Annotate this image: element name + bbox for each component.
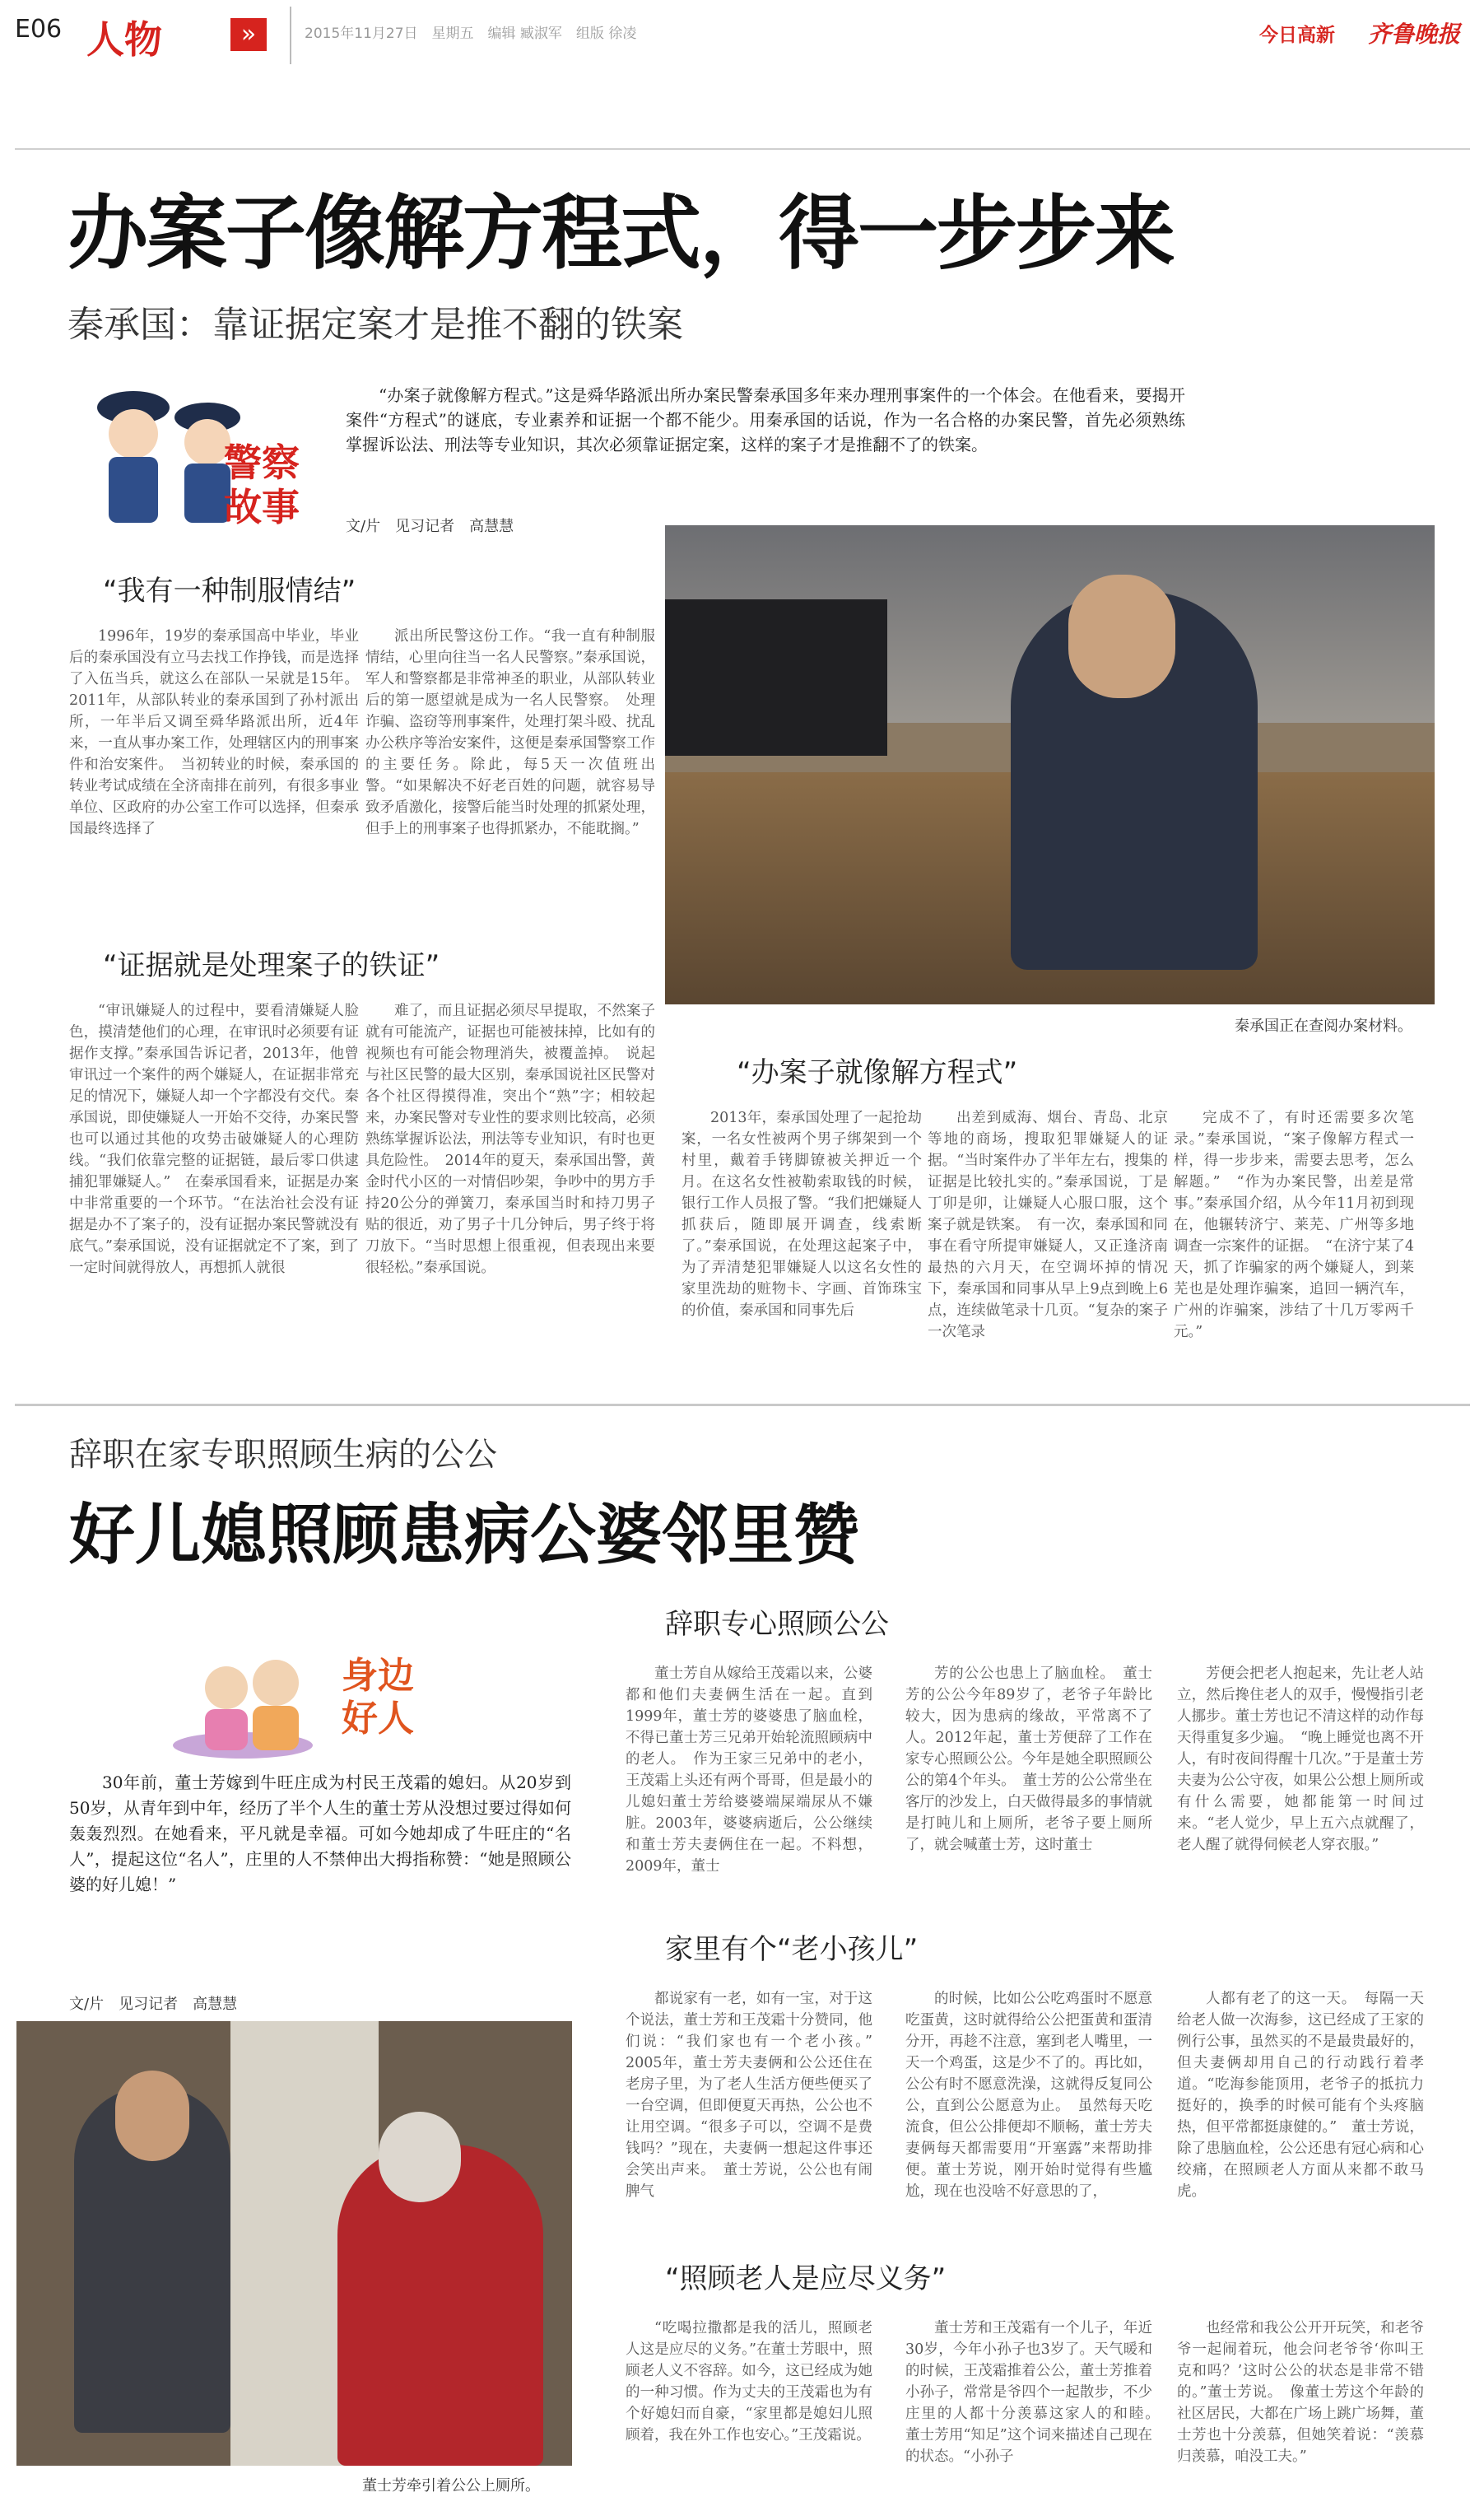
story-divider — [15, 1404, 1470, 1406]
paper-name: 齐鲁晚报 — [1368, 21, 1461, 48]
story2-sec3-col3 — [1177, 2318, 1424, 2489]
story1-intro — [346, 383, 1185, 490]
photo-elder-face — [379, 2112, 461, 2202]
story1-photo — [665, 525, 1435, 1004]
story1-title: 办案子像解方程式，得一步步来 — [67, 187, 1175, 281]
story2-sec1-col2-text: 芳的公公也患上了脑血栓。 董士芳的公公今年89岁了，老爷子年龄比较大，因为患病的缘故，平常离不了人。2012年起，董士芳便辞了工作在家专心照顾公公。今年是她全职照顾公公的第4个年头。 董士芳的公公常坐在客厅的沙发上，白天做得最多的事情就是打盹儿和上厕所，老爷子要上厕所了，就会喊董士芳，这时董士 — [905, 1665, 1152, 1853]
story1-sec1-title: “我有一种制服情结” — [103, 575, 356, 608]
story2-sec3-col1-text: “吃喝拉撒都是我的活儿，照顾老人这是应尽的义务。”在董士芳眼中，照顾老人义不容辞。如今，这已经成为她的一种习惯。作为丈夫的王茂霜也为有个好媳妇而自豪，“家里都是媳妇儿照顾着，我在外工作也安心。”王茂霜说。 — [626, 2320, 872, 2443]
story1-sec3-title: “办案子就像解方程式” — [737, 1056, 1018, 1089]
photo-officer-face — [1068, 575, 1175, 698]
story2-title: 好儿媳照顾患病公婆邻里赞 — [69, 1497, 859, 1573]
story2-sec2-col1-text: 都说家有一老，如有一宝，对于这个说法，董士芳和王茂霜十分赞同，他们说：“我们家也有一个老小孩。” 2005年，董士芳夫妻俩和公公还住在老房子里，为了老人生活方便些便买了一台空调，但即便夏天再热，公公也不让用空调。“很多子可以，空调不是费钱吗？”现在，夫妻俩一想起这件事还会笑出声来。 董士芳说，公公也有闹脾气 — [626, 1991, 887, 2200]
header-rule — [15, 148, 1470, 150]
story2-sec1-title: 辞职专心照顾公公 — [665, 1608, 889, 1641]
story2-sec2-col3-text: 人都有老了的这一天。 每隔一天给老人做一次海参，这已经成了王家的例行公事，虽然买的不是最贵最好的，但夫妻俩却用自己的行动践行着孝道。“吃海参能顶用，老爷子的抵抗力挺好的，换季的时候可能有个头疼脑热，但平常都挺康健的。” 董士芳说，除了患脑血栓，公公还患有冠心病和心绞痛，在照顾老人方面从来都不敢马虎。 — [1177, 1991, 1424, 2200]
story2-sec1-col3-text: 芳便会把老人抱起来，先让老人站立，然后搀住老人的双手，慢慢指引老人挪步。董士芳也记不清这样的动作每天得重复多少遍。 “晚上睡觉也离不开人，有时夜间得醒十几次。”于是董士芳夫妻为公公守夜，如果公公想上厕所或有什么需要，她都能第一时间过来。“老人觉少，早上五六点就醒了，老人醒了就得伺候老人穿衣服。” — [1177, 1665, 1424, 1853]
story1-sec1-col2 — [365, 626, 655, 937]
story2-sec3-col3-text: 也经常和我公公开开玩笑，和老爷爷一起闹着玩，他会问老爷爷‘你叫王克和吗？’这时公公的状态是非常不错的。”董士芳说。 像董士芳这个年龄的社区居民，大都在广场上跳广场舞，董士芳也十分羡慕，但她笑着说：“羡慕归羡慕，咱没工夫。” — [1177, 2320, 1424, 2465]
story2-sec2-title: 家里有个“老小孩儿” — [665, 1933, 919, 1966]
story1-sec3-col1 — [682, 1107, 922, 1386]
police-story-logo — [67, 375, 323, 539]
story2-sec1-col1 — [626, 1663, 872, 1917]
story2-sec3-col2-text: 董士芳和王茂霜有一个儿子，年近30岁，今年小孙子也3岁了。天气暖和的时候，王茂霜推着公公，董士芳推着小孙子，常常是爷四个一起散步，不少庄里的人都十分羡慕这家人的和睦。 董士芳用“知足”这个词来描述自己现在的状态。“小孙子 — [905, 2320, 1167, 2465]
story1-byline: 文/片 见习记者 高慧慧 — [346, 518, 514, 535]
story2-sec2-col2-text: 的时候，比如公公吃鸡蛋时不愿意吃蛋黄，这时就得给公公把蛋黄和蛋清分开，再趁不注意，塞到老人嘴里，一天一个鸡蛋，这是少不了的。再比如，公公有时不愿意洗澡，这就得反复同公公，直到公公愿意为止。 虽然每天吃流食，但公公排便却不顺畅，董士芳夫妻俩每天都需要用“开塞露”来帮助排便。董士芳说，刚开始时觉得有些尴尬，现在也没啥不好意思的了， — [905, 1991, 1152, 2200]
story2-sec2-col1 — [626, 1988, 887, 2242]
story2-photo — [16, 2021, 572, 2466]
story1-sec2-col2 — [365, 1000, 655, 1386]
headline-tag: 今日高新 — [1259, 25, 1335, 46]
story2-intro-text: 30年前，董士芳嫁到牛旺庄成为村民王茂霜的媳妇。从20岁到50岁，从青年到中年，经历了半个人生的董士芳从没想过要过得如何轰轰烈烈。在她看来，平凡就是幸福。可如今她却成了牛旺庄的“名人”，提起这位“名人”，庄里的人不禁伸出大拇指称赞：“她是照顾公婆的好儿媳！” — [69, 1773, 571, 1894]
good-people-logo-text: 身边好人 — [342, 1655, 414, 1740]
story1-sec3-col1-text: 2013年，秦承国处理了一起抢劫案，一名女性被两个男子绑架到一个村里，戴着手铐脚镣被关押近一个月。在这名女性被勒索取钱的时候，银行工作人员报了警。“我们把嫌疑人抓获后，随即展开调查，线索断了。”秦承国说，在处理这起案子中，为了弄清楚犯罪嫌疑人以这名女性的家里洗劫的赃物卡、字画、首饰珠宝的价值，秦承国和同事先后 — [682, 1110, 922, 1319]
section-title: 人物 — [86, 17, 162, 62]
story1-sec3-col2-text: 出差到威海、烟台、青岛、北京等地的商场，搜取犯罪嫌疑人的证据。“当时案件办了半年左右，搜集的证据是比较扎实的。”秦承国说，丁是丁卯是卯，让嫌疑人心服口服，这个案子就是铁案。 有一次，秦承国和同事在看守所提审嫌疑人，又正逢济南最热的六月天，在空调坏掉的情况下，秦承国和同事从早上9点到晚上6点，连续做笔录十几页。“复杂的案子一次笔录 — [928, 1110, 1168, 1340]
good-people-logo — [169, 1638, 481, 1762]
story2-byline: 文/片 见习记者 高慧慧 — [69, 1996, 238, 2013]
story2-photo-caption: 董士芳牵引着公公上厕所。 — [362, 2477, 540, 2495]
story1-sec2-col1-text: “审讯嫌疑人的过程中，要看清嫌疑人脸色，摸清楚他们的心理，在审讯时必须要有证据作支撑。”秦承国告诉记者，2013年，他曾审讯过一个案件的两个嫌疑人，在证据非常充足的情况下，嫌疑人却一个字都没有交代。秦承国说，即使嫌疑人一开始不交待，办案民警也可以通过其他的攻势击破嫌疑人的心理防线。“我们依靠完整的证据链，最后零口供逮捕犯罪嫌疑人。” 在秦承国看来，证据是办案中非常重要的一个环节。“在法治社会没有证据是办不了案子的，没有证据办案民警就没有底气。”秦承国说，没有证据就定不了案，到了一定时间就得放人，再想抓人就很 — [69, 1003, 359, 1276]
date-line: 2015年11月27日 星期五 编辑 臧淑军 组版 徐凌 — [305, 26, 637, 42]
header-divider — [290, 7, 291, 64]
story1-sec2-title: “证据就是处理案子的铁证” — [103, 949, 440, 982]
story2-sec3-col1 — [626, 2318, 872, 2489]
photo-monitor — [665, 599, 887, 756]
story1-sec2-col1 — [69, 1000, 359, 1386]
police-story-logo-text: 警察故事 — [224, 440, 300, 529]
story2-sec3-col2 — [905, 2318, 1167, 2489]
story2-intro — [69, 1770, 571, 1910]
story1-subtitle: 秦承国：靠证据定案才是推不翻的铁案 — [67, 304, 683, 346]
story1-intro-text: “办案子就像解方程式。”这是舜华路派出所办案民警秦承国多年来办理刑事案件的一个体会。在他看来，要揭开案件“方程式”的谜底，专业素养和证据一个都不能少。用秦承国的话说，作为一名合格的办案民警，首先必须熟练掌握诉讼法、刑法等专业知识，其次必须靠证据定案，这样的案子才是推翻不了的铁案。 — [346, 385, 1185, 454]
story2-sec1-col2 — [905, 1663, 1152, 1917]
story1-sec3-col3 — [1174, 1107, 1414, 1386]
story1-sec1-col1-text: 1996年，19岁的秦承国高中毕业，毕业后的秦承国没有立马去找工作挣钱，而是选择了入伍当兵，就这么在部队一呆就是15年。2011年，从部队转业的秦承国到了孙村派出所，一年半后又调至舜华路派出所，近4年来，一直从事办案工作，处理辖区内的刑事案件和治安案件。 当初转业的时候，秦承国的转业考试成绩在全济南排在前列，有很多事业单位、区政府的办公室工作可以选择，但秦承国最终选择了 — [69, 628, 359, 837]
story1-sec1-col1 — [69, 626, 359, 937]
story1-sec3-col3-text: 完成不了，有时还需要多次笔录。”秦承国说，“案子像解方程式一样，得一步步来，需要去思考，怎么解题。” “作为办案民警，出差是常事。”秦承国介绍，从今年11月初到现在，他辗转济宁、莱芜、广州等多地调查一宗案件的证据。 “在济宁某了4天，抓了诈骗家的两个嫌疑人，到莱芜也是处理诈骗案，追回一辆汽车，广州的诈骗案，涉结了十几万零两千元。” — [1174, 1110, 1414, 1340]
page-code: E06 — [15, 15, 63, 44]
story1-sec1-col2-text: 派出所民警这份工作。“我一直有种制服情结，心里向往当一名人民警察。”秦承国说，军人和警察都是非常神圣的职业，从部队转业后的第一愿望就是成为一名人民警察。 处理诈骗、盗窃等刑事案件，处理打架斗殴、扰乱办公秩序等治安案件，这便是秦承国警察工作的主要任务。除此，每5天一次值班出警。“如果解决不好老百姓的问题，就容易导致矛盾激化，接警后能当时处理的抓紧处理，但手上的刑事案子也得抓紧办，不能耽搁。” — [365, 628, 655, 837]
story2-sec2-col3 — [1177, 1988, 1424, 2242]
story1-photo-caption: 秦承国正在查阅办案材料。 — [1235, 1018, 1412, 1035]
story2-sec1-col1-text: 董士芳自从嫁给王茂霜以来，公婆都和他们夫妻俩生活在一起。直到1999年，董士芳的婆婆患了脑血栓，不得已董士芳三兄弟开始轮流照顾病中的老人。 作为王家三兄弟中的老小，王茂霜上头还有两个哥哥，但是最小的儿媳妇董士芳给婆婆端屎端尿从不嫌脏。2003年，婆婆病逝后，公公继续和董士芳夫妻俩住在一起。不料想，2009年，董士 — [626, 1665, 872, 1875]
story2-kicker: 辞职在家专职照顾生病的公公 — [69, 1436, 497, 1474]
story2-sec2-col2 — [905, 1988, 1152, 2242]
double-chevron-icon: » — [230, 18, 267, 51]
story1-sec2-col2-text: 难了，而且证据必须尽早提取，不然案子就有可能流产，证据也可能被抹掉，比如有的视频也有可能会物理消失，被覆盖掉。 说起与社区民警的最大区别，秦承国说社区民警对各个社区得摸得准，突出个“熟”字；相较起来，办案民警对专业性的要求则比较高，必须熟练掌握诉讼法，刑法等专业知识，有时也更具危险性。 2014年的夏天，秦承国出警，黄金时代小区的一对情侣吵架，争吵中的男方手持20公分的弹簧刀，秦承国当时和持刀男子贴的很近，劝了男子十几分钟后，男子终于将刀放下。“当时思想上很重视，但表现出来要很轻松。”秦承国说。 — [365, 1003, 655, 1276]
photo-woman-face — [115, 2071, 189, 2161]
story2-sec3-title: “照顾老人是应尽义务” — [665, 2262, 947, 2295]
story2-sec1-col3 — [1177, 1663, 1424, 1917]
story1-sec3-col2 — [928, 1107, 1168, 1386]
